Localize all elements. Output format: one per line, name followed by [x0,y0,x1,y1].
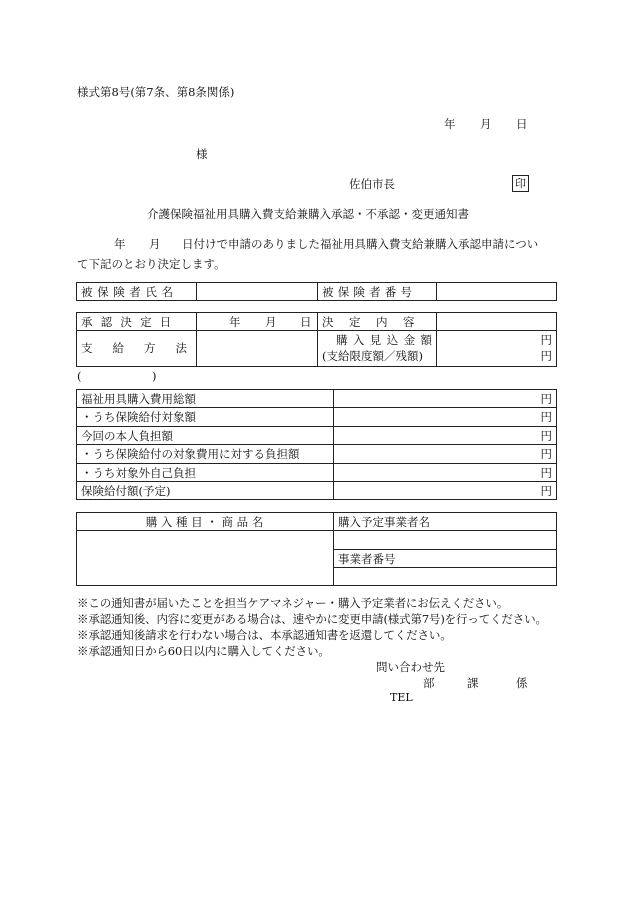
approval-date-month: 月 [265,315,277,329]
intro-text-line1: 日付けで申請のありました福祉用具購入費支給兼購入承認申請につい [182,237,539,251]
issuer: 佐伯市長 [349,177,395,191]
form-number: 様式第8号(第7条、第8条関係) [77,85,235,99]
insured-name-label: 被保険者氏名 [81,285,178,299]
note-3: ※承認通知後請求を行わない場合は、本承認通知書を返還してください。 [77,628,452,642]
vendor-name-field[interactable] [334,531,556,548]
breakdown-row-total-unit: 円 [540,392,552,406]
contact-unit: 係 [516,676,528,690]
payment-method-label: 支給方法 [81,341,207,355]
vendor-number-field[interactable] [334,568,556,585]
seal-mark: 印 [512,175,529,192]
breakdown-row-self-pay-label: 今回の本人負担額 [81,429,173,443]
note-2: ※承認通知後、内容に変更がある場合は、速やかに変更申請(様式第7号)を行ってください。 [77,612,547,626]
contact-tel: TEL [390,691,413,704]
note-4: ※承認通知日から60日以内に購入してください。 [77,644,330,658]
recipient-suffix: 様 [196,147,208,161]
intro-year: 年 [114,237,126,251]
intro-text-line2: て下記のとおり決定します。 [77,257,226,271]
approval-date-year: 年 [229,315,241,329]
insured-number-field[interactable] [437,283,556,300]
breakdown-row-covered-share-label: ・うち保険給付の対象費用に対する負担額 [81,447,300,461]
expected-amount-unit: 円 [540,333,552,347]
limit-unit: 円 [540,349,552,363]
breakdown-row-self-pay-unit: 円 [540,429,552,443]
intro-month: 月 [149,237,161,251]
breakdown-row-excluded-label: ・うち対象外自己負担 [81,466,196,480]
insured-number-label: 被保険者番号 [322,285,417,299]
date-day: 日 [516,117,528,131]
breakdown-row-benefit-label: 保険給付額(予定) [81,484,171,498]
breakdown-row-insured-target-unit: 円 [540,410,552,424]
breakdown-row-covered-share-unit: 円 [540,447,552,461]
paren-left: ( [77,369,82,383]
vendor-name-label: 購入予定事業者名 [338,515,430,529]
purchase-item-field[interactable] [77,531,332,585]
date-year: 年 [444,117,456,131]
purchase-item-label: 購 入 種 目 ・ 商 品 名 [145,515,264,529]
decision-content-field[interactable] [437,313,556,329]
payment-method-field[interactable] [197,331,316,366]
vendor-number-label: 事業者番号 [338,552,396,566]
contact-section: 課 [467,676,479,690]
expected-amount-label: 購入見込金額 [336,333,438,347]
approval-date-label: 承認決定日 [81,315,180,329]
decision-content-label: 決定内容 [322,315,430,329]
breakdown-row-benefit-unit: 円 [540,484,552,498]
breakdown-row-total-label: 福祉用具購入費用総額 [81,392,196,406]
contact-heading: 問い合わせ先 [376,660,445,674]
contact-dept: 部 [423,676,435,690]
insured-name-field[interactable] [196,283,317,300]
paren-right: ) [152,369,157,383]
breakdown-row-insured-target-label: ・うち保険給付対象額 [81,410,196,424]
document-title: 介護保険福祉用具購入費支給兼購入承認・不承認・変更通知書 [147,207,469,221]
limit-label: (支給限度額／残額) [322,349,423,363]
date-month: 月 [480,117,492,131]
approval-date-day: 日 [300,315,312,329]
breakdown-row-excluded-unit: 円 [540,466,552,480]
note-1: ※この通知書が届いたことを担当ケアマネジャー・購入予定業者にお伝えください。 [77,596,509,610]
